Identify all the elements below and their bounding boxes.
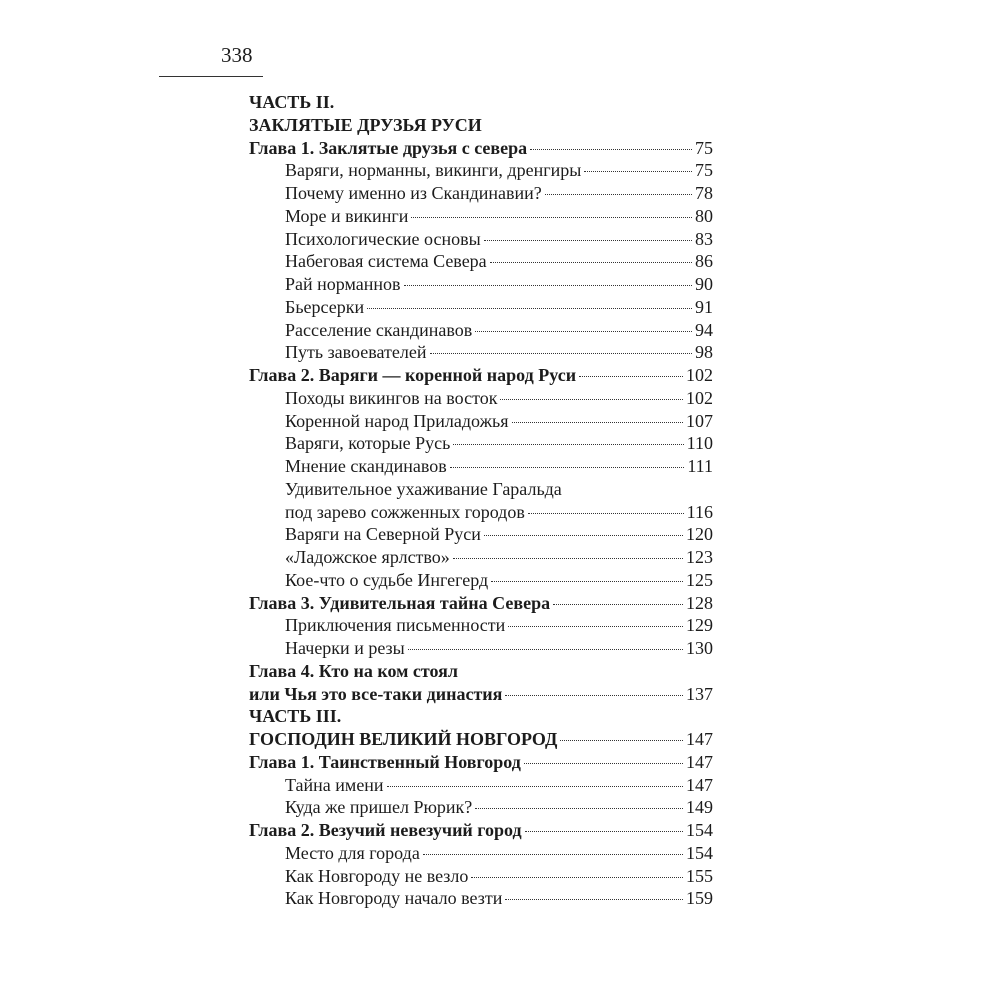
page-ref: 154 — [686, 842, 713, 863]
entry-title: Варяги, норманны, викинги, дренгиры — [285, 160, 582, 181]
dot-leader — [530, 149, 692, 150]
dot-leader — [524, 763, 683, 764]
page-ref: 102 — [686, 387, 713, 408]
dot-leader — [490, 262, 692, 263]
page-ref: 91 — [695, 296, 713, 317]
entry-title: Как Новгороду начало везти — [285, 888, 503, 909]
page-ref: 83 — [695, 228, 713, 249]
header-rule — [159, 76, 263, 77]
page-ref: 110 — [686, 433, 713, 454]
page-ref: 147 — [686, 774, 713, 795]
entry-title: Глава 3. Удивительная тайна Севера — [249, 592, 551, 613]
dot-leader — [453, 558, 683, 559]
dot-leader — [484, 240, 692, 241]
entry-title: Глава 1. Заклятые друзья с севера — [249, 137, 528, 158]
entry-title: ГОСПОДИН ВЕЛИКИЙ НОВГОРОД — [249, 729, 558, 749]
dot-leader — [423, 854, 683, 855]
page-ref: 75 — [695, 160, 713, 181]
entry-title: Коренной народ Приладожья — [285, 410, 509, 431]
toc-entry — [285, 885, 713, 911]
page-ref: 75 — [695, 137, 713, 158]
entry-title: Глава 2. Варяги — коренной народ Руси — [249, 365, 577, 385]
entry-title: Место для города — [285, 842, 420, 863]
page-ref: 149 — [686, 797, 713, 818]
entry-title: Глава 1. Таинственный Новгород — [249, 751, 521, 772]
page-ref: 123 — [686, 547, 713, 567]
entry-title: Куда же пришел Рюрик? — [285, 797, 473, 818]
page-ref: 130 — [686, 638, 713, 658]
dot-leader — [471, 877, 683, 878]
page-ref: 154 — [686, 820, 713, 840]
entry-title: Приключения письменности — [285, 615, 506, 636]
entry-title: Путь завоевателей — [285, 342, 427, 363]
dot-leader — [411, 217, 692, 218]
dot-leader — [475, 808, 683, 809]
entry-title: Глава 2. Везучий невезучий город — [249, 820, 522, 840]
page-number: 338 — [221, 43, 253, 67]
entry-title: Варяги, которые Русь — [285, 433, 451, 454]
page-ref: 147 — [686, 729, 713, 749]
entry-title: Начерки и резы — [285, 638, 405, 658]
dot-leader — [430, 353, 692, 354]
heading-text: ЧАСТЬ II. — [249, 92, 335, 112]
entry-title: Кое-что о судьбе Ингегерд — [285, 569, 489, 590]
page-ref: 147 — [686, 751, 713, 772]
entry-title: Море и викинги — [285, 205, 409, 226]
entry-title: Бьерсерки — [285, 296, 365, 317]
dot-leader — [367, 308, 692, 309]
page-ref: 155 — [686, 865, 713, 886]
dot-leader — [579, 376, 683, 377]
page-ref: 159 — [686, 888, 713, 909]
page-ref: 107 — [686, 410, 713, 431]
page-ref: 125 — [686, 569, 713, 590]
page-ref: 90 — [695, 274, 713, 294]
entry-title: Расселение скандинавов — [285, 319, 473, 340]
dot-leader — [545, 194, 692, 195]
dot-leader — [508, 626, 683, 627]
entry-title: «Ладожское ярлство» — [285, 547, 450, 567]
page-ref: 128 — [686, 592, 713, 613]
dot-leader — [584, 171, 692, 172]
entry-title: Рай норманнов — [285, 274, 401, 294]
entry-title: Тайна имени — [285, 774, 384, 795]
page-ref: 116 — [686, 501, 713, 522]
dot-leader — [553, 604, 683, 605]
entry-title: Мнение скандинавов — [285, 456, 447, 476]
page-ref: 78 — [695, 183, 713, 203]
page-ref: 102 — [686, 365, 713, 385]
dot-leader — [408, 649, 683, 650]
entry-title: под зарево сожженных городов — [285, 501, 525, 522]
dot-leader — [525, 831, 683, 832]
dot-leader — [484, 535, 683, 536]
entry-title: Почему именно из Скандинавии? — [285, 183, 542, 203]
dot-leader — [387, 786, 683, 787]
toc-section-entry — [0, 885, 1000, 911]
dot-leader — [453, 444, 683, 445]
heading-text: ЗАКЛЯТЫЕ ДРУЗЬЯ РУСИ — [249, 114, 482, 135]
heading-text: Удивительное ухаживание Гаральда — [285, 478, 562, 499]
page-ref: 98 — [695, 342, 713, 363]
dot-leader — [491, 581, 683, 582]
entry-title: Как Новгороду не везло — [285, 865, 469, 886]
heading-text: ЧАСТЬ III. — [249, 706, 342, 727]
dot-leader — [528, 513, 684, 514]
entry-title: Варяги на Северной Руси — [285, 524, 481, 545]
entry-title: Походы викингов на восток — [285, 387, 498, 408]
dot-leader — [450, 467, 685, 468]
page-ref: 137 — [686, 683, 713, 704]
dot-leader — [404, 285, 692, 286]
heading-text: Глава 4. Кто на ком стоял — [249, 660, 458, 681]
dot-leader — [505, 695, 683, 696]
entry-title: или Чья это все-таки династия — [249, 683, 503, 704]
entry-title: Психологические основы — [285, 228, 481, 249]
page-ref: 94 — [695, 319, 713, 340]
page-ref: 120 — [686, 524, 713, 545]
page-ref: 86 — [695, 251, 713, 272]
dot-leader — [505, 899, 683, 900]
dot-leader — [560, 740, 683, 741]
page-ref: 129 — [686, 615, 713, 636]
dot-leader — [475, 331, 692, 332]
page-ref: 111 — [687, 456, 713, 476]
dot-leader — [512, 422, 684, 423]
page-ref: 80 — [695, 205, 713, 226]
dot-leader — [500, 399, 683, 400]
entry-title: Набеговая система Севера — [285, 251, 487, 272]
